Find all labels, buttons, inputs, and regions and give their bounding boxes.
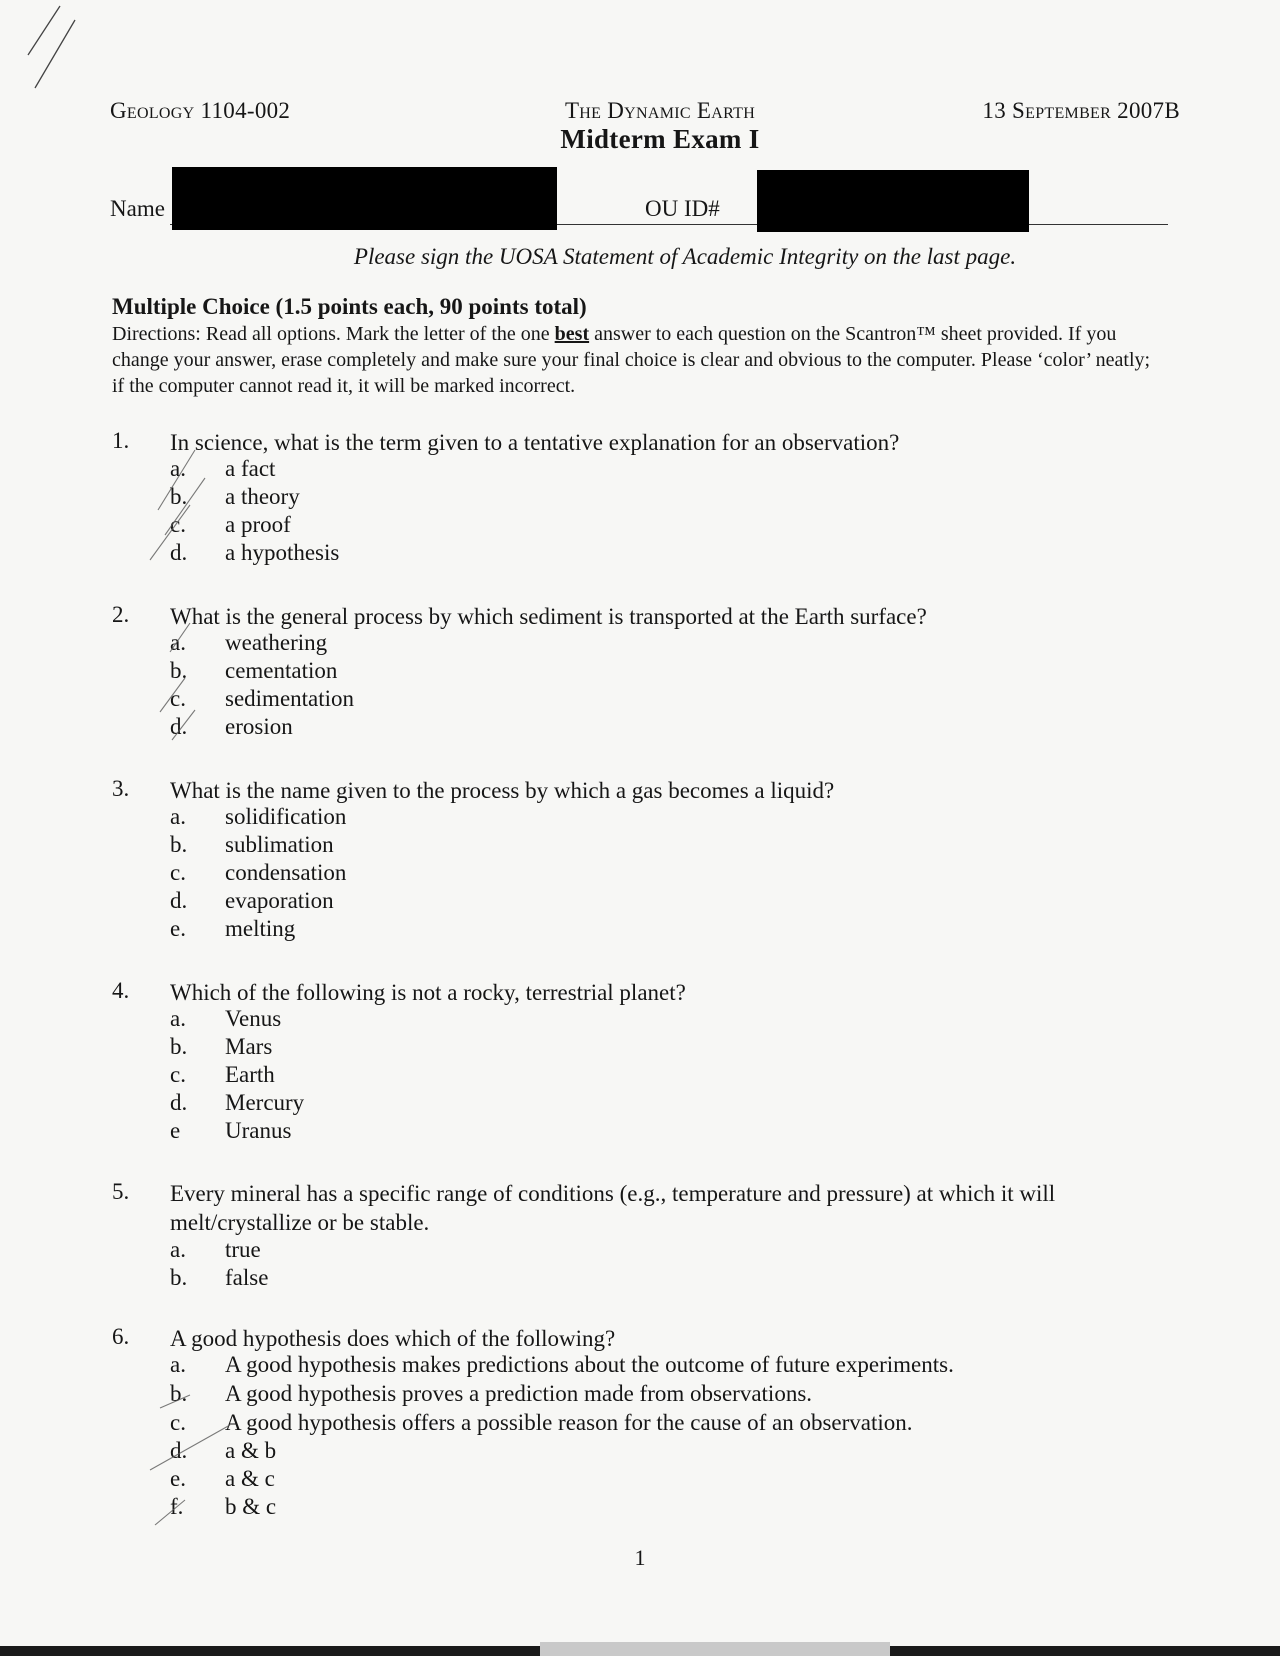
option-text: Earth bbox=[225, 1062, 275, 1087]
option-letter: b. bbox=[170, 484, 188, 509]
option-letter: b. bbox=[170, 1034, 188, 1059]
option-letter: d. bbox=[170, 888, 188, 913]
course-code: Geology 1104-002 bbox=[110, 98, 291, 123]
option-text: evaporation bbox=[225, 888, 334, 913]
question-number: 2. bbox=[112, 602, 130, 627]
question-number: 1. bbox=[112, 428, 130, 453]
exam-header bbox=[110, 98, 1180, 158]
section-title: Multiple Choice (1.5 points each, 90 points total) bbox=[112, 294, 587, 319]
option-letter: b. bbox=[170, 1265, 188, 1290]
option-letter: d. bbox=[170, 1438, 188, 1463]
option-letter: c. bbox=[170, 860, 186, 885]
option-text: melting bbox=[225, 916, 296, 941]
option-letter: c. bbox=[170, 512, 186, 537]
option-letter: a. bbox=[170, 1352, 186, 1377]
option-text: solidification bbox=[225, 804, 347, 829]
option-text: a theory bbox=[225, 484, 300, 509]
option-letter: d. bbox=[170, 1090, 188, 1115]
question-text: Every mineral has a specific range of conditions (e.g., temperature and pressure) at which it will melt/crystallize or be stable. bbox=[170, 1181, 1056, 1235]
id-label: OU ID# bbox=[645, 196, 720, 221]
option-text: a proof bbox=[225, 512, 291, 537]
directions-emphasis: best bbox=[554, 323, 590, 345]
question-text: A good hypothesis does which of the following? bbox=[170, 1326, 616, 1351]
pen-stroke-mark bbox=[20, 0, 80, 95]
option-text: false bbox=[225, 1265, 269, 1290]
question-number: 4. bbox=[112, 978, 130, 1003]
question-number: 6. bbox=[112, 1324, 130, 1349]
option-text: Mars bbox=[225, 1034, 273, 1059]
option-letter: b. bbox=[170, 658, 188, 683]
integrity-notice: Please sign the UOSA Statement of Academic Integrity on the last page. bbox=[353, 244, 1017, 269]
question-text: What is the general process by which sediment is transported at the Earth surface? bbox=[170, 604, 927, 629]
directions-text-start: Directions: Read all options. Mark the letter of the one bbox=[112, 323, 555, 345]
directions-text-end: answer to each question on the Scantron™ sheet provided. If you change your answer, erase completely and make sure your final choice is clear and obvious to the computer. Please ‘color’ neatly; if the computer cannot read it, it will be marked incorrect. bbox=[112, 323, 1151, 397]
question-text: In science, what is the term given to a tentative explanation for an observation? bbox=[170, 430, 900, 455]
option-text: Uranus bbox=[225, 1118, 292, 1143]
option-letter: b. bbox=[170, 832, 188, 857]
option-letter: c. bbox=[170, 1410, 186, 1435]
redaction-bar-id bbox=[757, 170, 1029, 232]
option-text: erosion bbox=[225, 714, 293, 739]
option-text: sublimation bbox=[225, 832, 334, 857]
option-letter: c. bbox=[170, 686, 186, 711]
option-letter: c. bbox=[170, 1062, 186, 1087]
course-title: The Dynamic Earth bbox=[564, 98, 756, 123]
scan-bottom-edge bbox=[0, 1642, 1280, 1656]
option-text: a fact bbox=[225, 456, 276, 481]
option-text: b & c bbox=[225, 1494, 277, 1519]
option-text: A good hypothesis proves a prediction made from observations. bbox=[225, 1381, 813, 1406]
name-label: Name bbox=[110, 196, 165, 221]
option-text: condensation bbox=[225, 860, 347, 885]
page-number: 1 bbox=[634, 1545, 646, 1570]
exam-title-block bbox=[540, 98, 780, 155]
exam-subtitle: Midterm Exam I bbox=[560, 124, 760, 154]
option-letter: b. bbox=[170, 1381, 188, 1406]
question-text: What is the name given to the process by which a gas becomes a liquid? bbox=[170, 778, 835, 803]
option-text: A good hypothesis makes predictions about the outcome of future experiments. bbox=[225, 1352, 954, 1377]
option-text: weathering bbox=[225, 630, 328, 655]
option-text: true bbox=[225, 1237, 261, 1262]
option-text: Mercury bbox=[225, 1090, 305, 1115]
redaction-bar-name bbox=[172, 167, 557, 230]
option-text: sedimentation bbox=[225, 686, 355, 711]
exam-date: 13 September 2007B bbox=[982, 98, 1180, 123]
option-text: a & b bbox=[225, 1438, 277, 1463]
option-letter: e. bbox=[170, 916, 186, 941]
option-text: Venus bbox=[225, 1006, 282, 1031]
option-letter: d. bbox=[170, 714, 188, 739]
option-letter: f. bbox=[170, 1494, 184, 1519]
option-text: a & c bbox=[225, 1466, 275, 1491]
question-number: 5. bbox=[112, 1179, 130, 1204]
question-number: 3. bbox=[112, 776, 130, 801]
option-letter: a. bbox=[170, 1006, 186, 1031]
option-letter: a. bbox=[170, 804, 186, 829]
student-info-row bbox=[110, 192, 1168, 232]
section-directions bbox=[112, 321, 1152, 399]
option-letter: a. bbox=[170, 1237, 186, 1262]
option-letter: a. bbox=[170, 630, 186, 655]
option-letter: e bbox=[170, 1118, 181, 1143]
question-text: Which of the following is not a rocky, terrestrial planet? bbox=[170, 980, 686, 1005]
option-text: A good hypothesis offers a possible reason for the cause of an observation. bbox=[225, 1410, 913, 1435]
option-text: a hypothesis bbox=[225, 540, 340, 565]
option-text: cementation bbox=[225, 658, 338, 683]
option-letter: a. bbox=[170, 456, 186, 481]
option-letter: d. bbox=[170, 540, 188, 565]
option-letter: e. bbox=[170, 1466, 186, 1491]
